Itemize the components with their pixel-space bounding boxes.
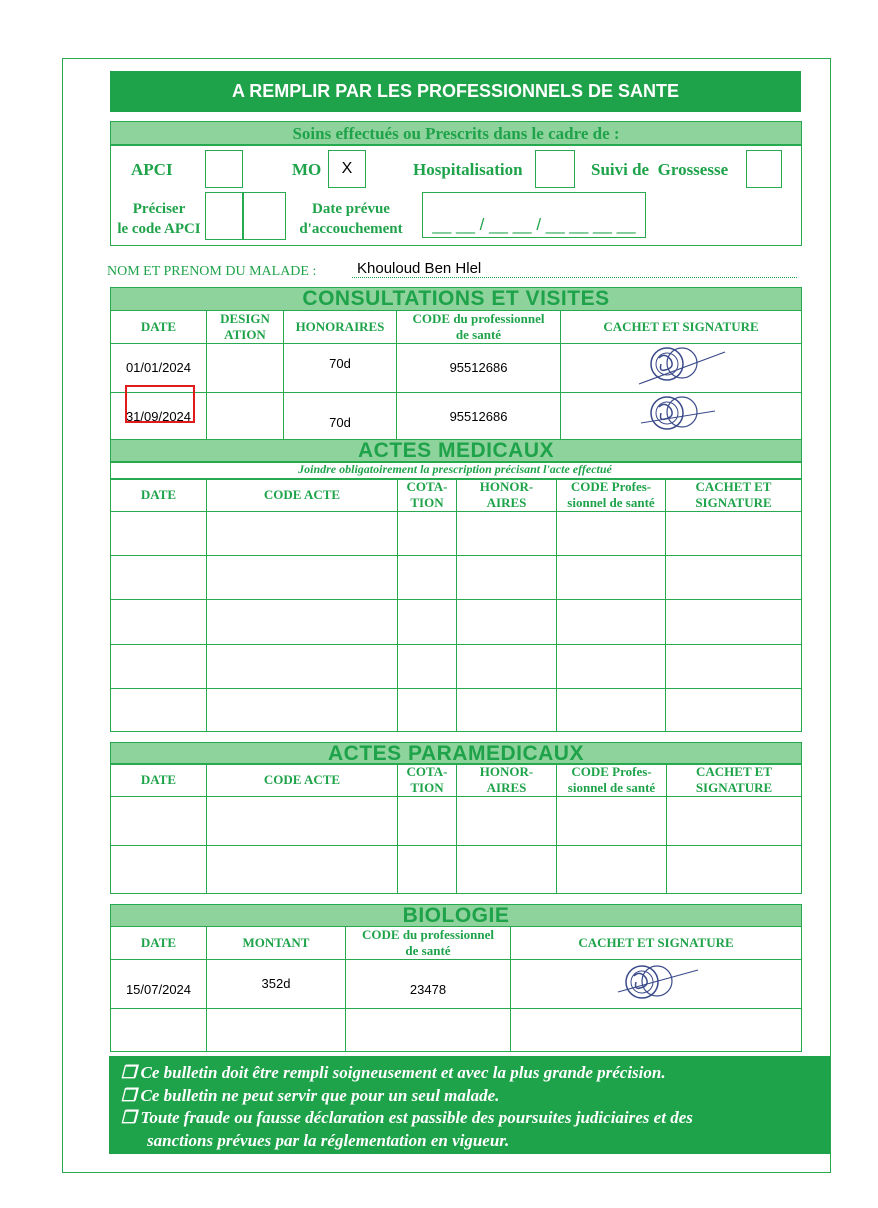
consult-honoraires-2[interactable]: 70d [284,393,397,442]
bio-cachet-1 [511,960,802,1009]
biologie-table [110,926,802,1052]
consult-designation-1[interactable] [207,344,284,393]
table-row [111,344,802,393]
col-code-acte: CODE ACTE [207,479,398,512]
notice-line-1: ❒ Ce bulletin doit être rempli soigneusement et avec la plus grande précision. [121,1063,666,1082]
table-row [111,960,802,1009]
stamp-signature-icon [635,344,727,388]
consult-date-2[interactable]: 31/09/2024 [111,393,207,442]
consult-date-1[interactable]: 01/01/2024 [111,344,207,393]
hospitalisation-checkbox[interactable] [535,150,575,188]
table-row [111,512,802,556]
col-code-professionnel: CODE Profes- sionnel de santé [557,479,666,512]
col-date: DATE [111,479,207,512]
patient-name-label: NOM ET PRENOM DU MALADE : [107,264,317,279]
consultations-title: CONSULTATIONS ET VISITES [110,287,802,311]
col-code-professionnel: CODE du professionnel de santé [346,927,511,960]
consult-designation-2[interactable] [207,393,284,442]
col-date: DATE [111,927,207,960]
patient-name-value[interactable]: Khouloud Ben Hlel [357,260,482,277]
consultations-table [110,310,802,442]
col-code-professionnel: CODE du professionnel de santé [397,311,561,344]
consult-code-2[interactable]: 95512686 [397,393,561,442]
notice-box [109,1056,830,1154]
actes-paramedicaux-table [110,763,802,894]
col-date: DATE [111,311,207,344]
soins-title: Soins effectués ou Prescrits dans le cadre de : [110,121,802,146]
table-row [111,393,802,442]
patient-name-dotted-line [352,277,797,278]
form-header: A REMPLIR PAR LES PROFESSIONNELS DE SANTE [110,71,801,112]
col-montant: MONTANT [207,927,346,960]
col-date: DATE [111,764,207,797]
table-row [111,1009,802,1052]
bio-montant-1[interactable]: 352d [207,960,346,1009]
col-code-acte: CODE ACTE [207,764,398,797]
biologie-title: BIOLOGIE [110,904,802,927]
col-cotation: COTA- TION [398,764,457,797]
table-row [111,600,802,645]
col-honoraires: HONOR- AIRES [457,479,557,512]
col-cachet: CACHET ET SIGNATURE [666,479,802,512]
preciser-line2: le code APCI [117,221,201,237]
notice-line-2: ❒ Ce bulletin ne peut servir que pour un seul malade. [121,1085,500,1105]
notice-line-4: sanctions prévues par la réglementation en vigueur. [147,1130,510,1150]
preciser-label [113,199,205,239]
table-row [111,556,802,600]
col-honoraires: HONORAIRES [284,311,397,344]
actes-medicaux-title: ACTES MEDICAUX [110,439,802,463]
col-honoraires: HONOR- AIRES [457,764,557,797]
col-cotation: COTA- TION [398,479,457,512]
actes-medicaux-table [110,478,802,732]
stamp-signature-icon [635,393,727,437]
bio-date-1[interactable]: 15/07/2024 [111,960,207,1009]
apci-label: APCI [131,160,173,179]
code-apci-field-1[interactable] [205,192,244,240]
suivi-grossesse-checkbox[interactable] [746,150,782,188]
stamp-signature-icon [610,960,702,1004]
hospitalisation-label: Hospitalisation [413,160,523,179]
code-apci-field-2[interactable] [242,192,286,240]
bio-code-1[interactable]: 23478 [346,960,511,1009]
consult-cachet-1 [561,344,802,393]
mo-checkbox[interactable]: X [328,150,366,188]
notice-line-3: ❒ Toute fraude ou fausse déclaration est passible des poursuites judiciaires et des [121,1108,693,1127]
consult-honoraires-1[interactable]: 70d [284,344,397,393]
date-prevue-line2: d'accouchement [299,221,403,237]
table-row [111,645,802,689]
actes-medicaux-subtitle: Joindre obligatoirement la prescription précisant l'acte effectué [298,462,612,476]
apci-checkbox[interactable] [205,150,243,188]
suivi-grossesse-label: Suivi de Grossesse [591,160,729,179]
preciser-line1: Préciser [132,201,186,217]
col-cachet: CACHET ET SIGNATURE [561,311,802,344]
mo-label: MO [292,160,322,179]
date-prevue-line1: Date prévue [312,201,390,217]
date-accouchement-field[interactable]: __ __ / __ __ / __ __ __ __ [422,192,646,238]
col-cachet: CACHET ET SIGNATURE [667,764,802,797]
date-prevue-label [290,199,412,239]
col-cachet: CACHET ET SIGNATURE [511,927,802,960]
table-row [111,846,802,894]
actes-paramedicaux-title: ACTES PARAMEDICAUX [110,742,802,765]
table-row [111,689,802,732]
col-designation: DESIGN ATION [207,311,284,344]
consult-code-1[interactable]: 95512686 [397,344,561,393]
date-highlight-box [125,385,195,423]
consult-cachet-2 [561,393,802,442]
table-row [111,797,802,846]
col-code-professionnel: CODE Profes- sionnel de santé [557,764,667,797]
